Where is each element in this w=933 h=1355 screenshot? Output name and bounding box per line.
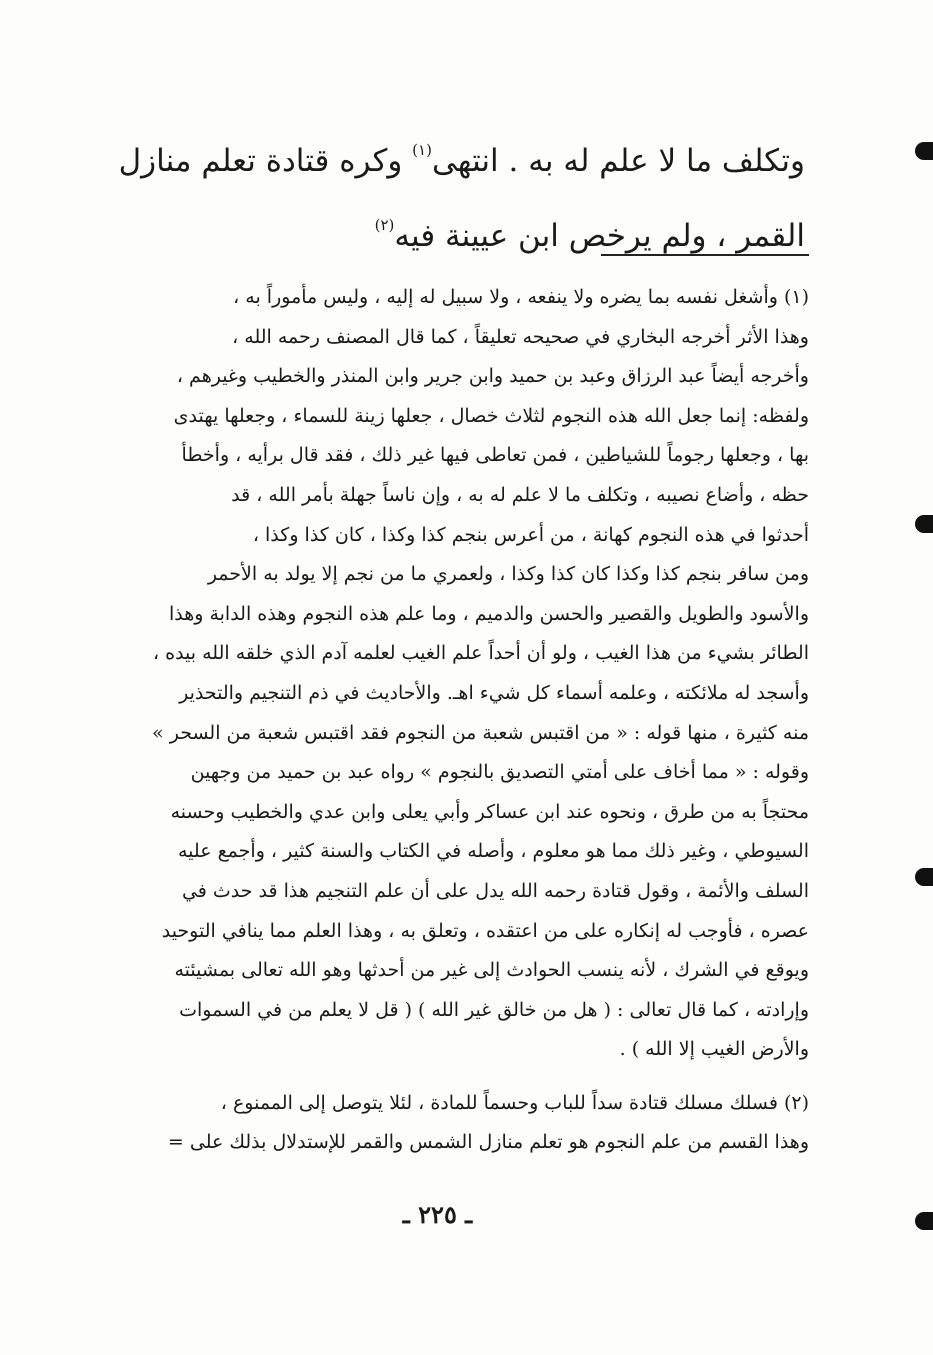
footnote-line: والأرض الغيب إلا الله ) . [619, 1038, 809, 1061]
footnote-line: وهذا القسم من علم النجوم هو تعلم منازل الشمس والقمر للإستدلال بذلك على = [167, 1131, 809, 1154]
footnote-line: ولفظه: إنما جعل الله هذه النجوم لثلاث خصال ، جعلها زينة للسماء ، وجعلها يهتدى [173, 404, 809, 427]
footnote-line: السيوطي ، وغير ذلك مما هو معلوم ، وأصله في الكتاب والسنة كثير ، وأجمع عليه [177, 840, 809, 863]
main-text [75, 118, 805, 268]
footnote-2 [79, 1084, 809, 1163]
main-text-segment: القمر ، ولم يرخص ابن عيينة فيه [394, 218, 805, 254]
footnote-line: والأسود والطويل والقصير والحسن والدميم ، وما علم هذه النجوم وهذه الدابة وهذا [168, 602, 809, 625]
footnote-ref: (٢) [374, 216, 395, 234]
footnote-line: وأخرجه أيضاً عبد الرزاق وعبد بن حميد وابن جرير وابن المنذر والخطيب وغيرهم ، [176, 365, 809, 388]
footnote-ref: (١) [412, 141, 432, 159]
main-text-line [75, 118, 805, 193]
main-text-segment: وكره قتادة تعلم منازل [118, 143, 413, 179]
footnote-line: منه كثيرة ، منها قوله : « من اقتبس شعبة من النجوم فقد اقتبس شعبة من السحر » [152, 721, 809, 744]
footnote-line: وأسجد له ملائكته ، وعلمه أسماء كل شيء اهـ. والأحاديث في ذم التنجيم والتحذير [179, 681, 809, 704]
footnote-1 [79, 278, 809, 1070]
footnote-line: محتجاً به من طرق ، ونحوه عند ابن عساكر وأبي يعلى وابن عدي والخطيب وحسنه [170, 800, 809, 823]
footnote-line: (١) وأشغل نفسه بما يضره ولا ينفعه ، ولا سبيل له إليه ، وليس مأموراً به ، [233, 286, 809, 308]
page-edge-mark [915, 868, 933, 886]
footnote-line: أحدثوا في هذه النجوم كهانة ، من أعرس بنجم كذا وكذا ، كان كذا وكذا ، [252, 523, 809, 546]
footnote-line: السلف والأئمة ، وقول قتادة رحمه الله يدل على أن علم التنجيم هذا قد حدث في [181, 879, 809, 902]
page-edge-mark [915, 515, 933, 533]
footnote-line: الطائر بشيء من هذا الغيب ، ولو أن أحداً علم الغيب لعلمه آدم الذي خلقه الله بيده ، [152, 642, 809, 665]
footnote-line: ويوقع في الشرك ، لأنه ينسب الحوادث إلى غير من أحدثها وهو الله تعالى بمشيئته [174, 959, 809, 982]
footnote-separator [601, 254, 809, 256]
main-text-line [75, 193, 805, 268]
footnote-line: وإرادته ، كما قال تعالى : ( هل من خالق غير الله ) ( قل لا يعلم من في السموات [179, 998, 809, 1021]
main-text-segment: وتكلف ما لا علم له به . انتهى [431, 143, 805, 179]
footnote-line: وقوله : « مما أخاف على أمتي التصديق بالنجوم » رواه عبد بن حميد من وجهين [190, 761, 809, 784]
page-edge-mark [915, 1212, 933, 1230]
footnote-line: (٢) فسلك مسلك قتادة سداً للباب وحسماً للمادة ، لئلا يتوصل إلى الممنوع ، [220, 1091, 809, 1114]
footnotes [79, 278, 809, 1177]
footnote-line: بها ، وجعلها رجوماً للشياطين ، فمن تعاطى فيها غير ذلك ، فقد قال برأيه ، وأخطأ [181, 444, 809, 467]
page-number: ـ ٢٢٥ ـ [402, 1200, 473, 1229]
footnote-line: ومن سافر بنجم كذا وكذا كان كذا وكذا ، ولعمري ما من نجم إلا يولد به الأحمر [207, 563, 809, 586]
page-edge-mark [915, 142, 933, 160]
footnote-line: عصره ، فأوجب له إنكاره على من اعتقده ، وتعلق به ، وهذا العلم مما ينافي التوحيد [161, 919, 809, 942]
footnote-line: وهذا الأثر أخرجه البخاري في صحيحه تعليقاً ، كما قال المصنف رحمه الله ، [232, 325, 809, 348]
footnote-line: حظه ، وأضاع نصيبه ، وتكلف ما لا علم له به ، وإن ناساً جهلة بأمر الله ، قد [231, 483, 809, 506]
